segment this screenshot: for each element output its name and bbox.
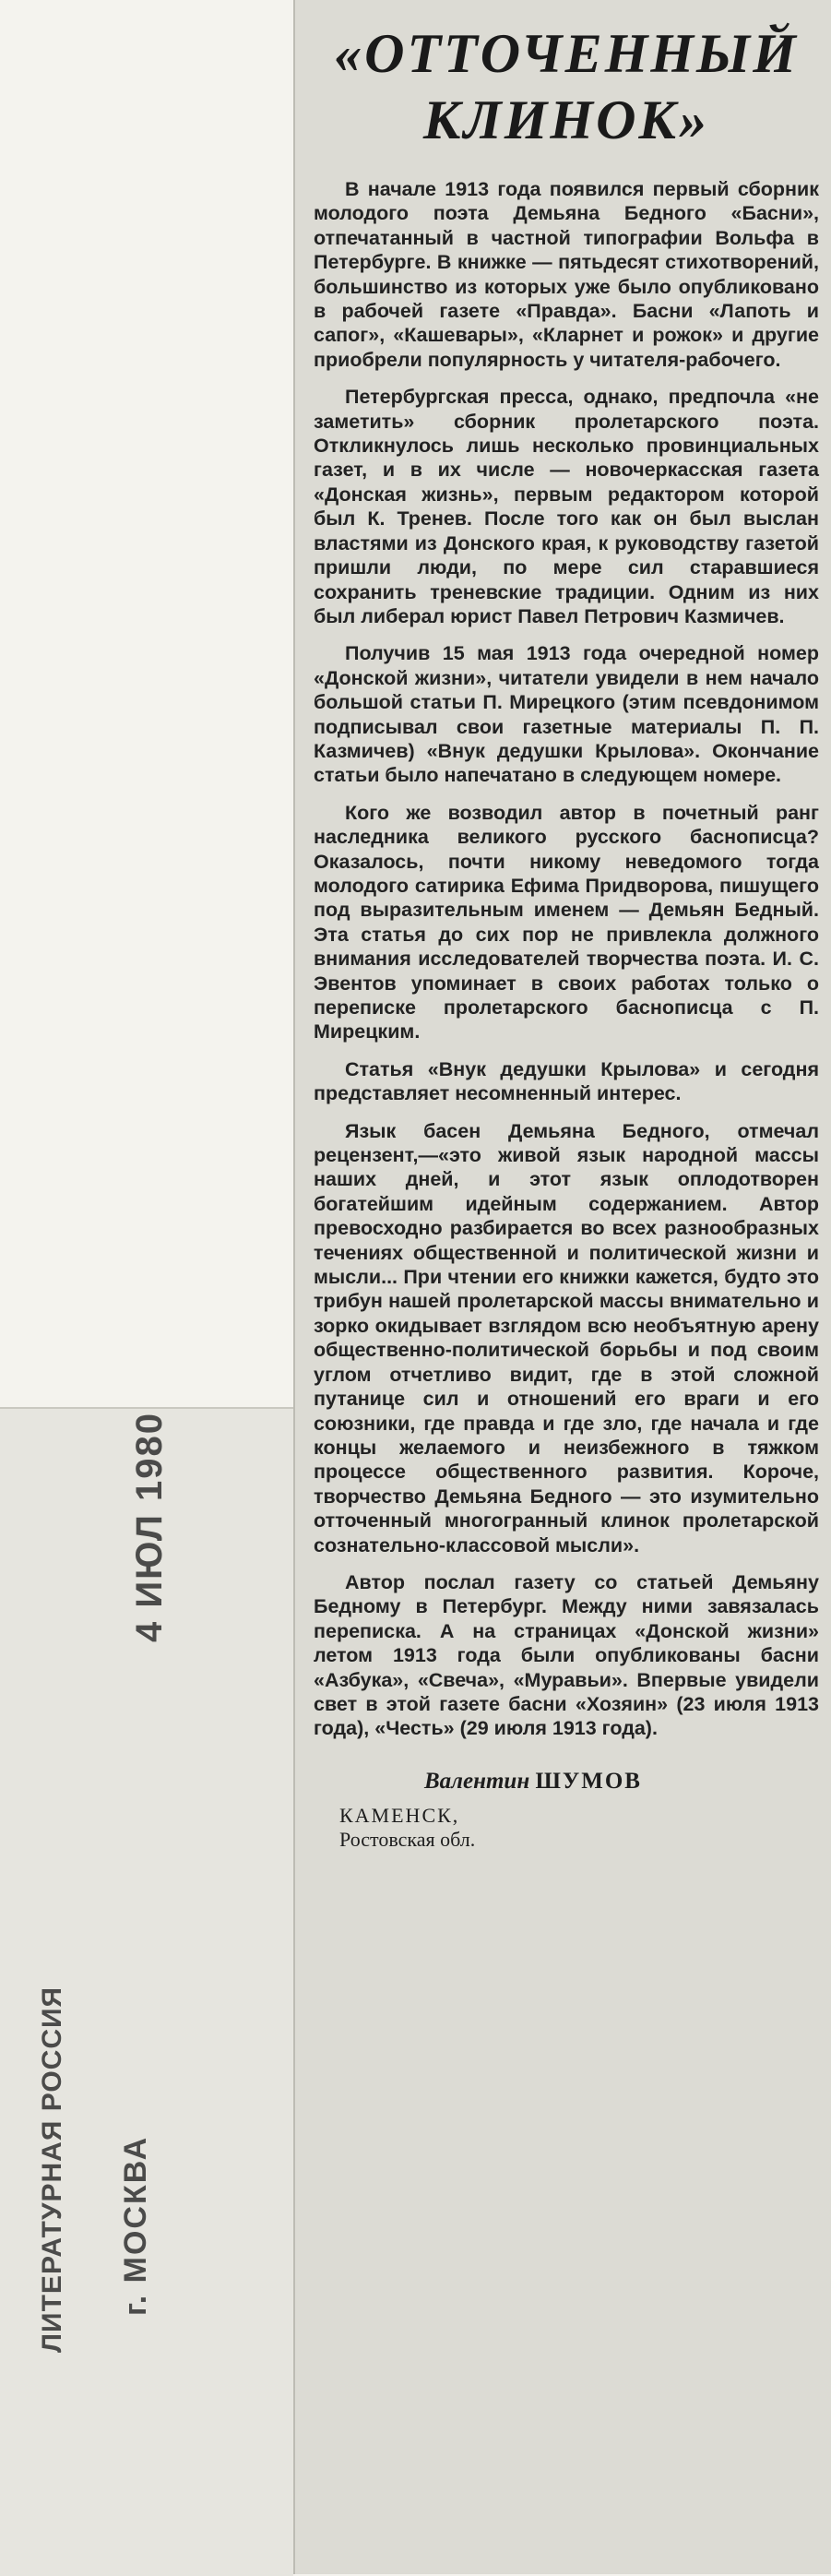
article: [314, 20, 819, 1852]
article-title: [314, 20, 819, 153]
paragraph: Кого же возводил автор в почетный ранг наследника великого русского баснописца? Оказалось, почти никому неведомого тогда молодого сатирика Ефима Придворова, пишущего под выразительным именем — Демьян Бедный. Эта статья до сих пор не привлекла должного внимания исследователей творчества поэта. И. С. Эвентов упоминает в своих работах только о переписке пролетарского баснописца с П. Мирецким.: [314, 801, 819, 1044]
title-line-2: КЛИНОК»: [422, 89, 710, 150]
article-body: [314, 177, 819, 1741]
stamp-city: г. МОСКВА: [118, 2135, 153, 2316]
paragraph: Петербургская пресса, однако, предпочла «не заметить» сборник пролетарского поэта. Откликнулось лишь несколько провинциальных газет, и в их числе — новочеркасская газета «Донская жизнь», первым редактором которой был К. Тренев. После того как он был выслан властями из Донского края, к руководству газетой пришли люди, по мере сил старавшиеся сохранить треневские традиции. Одним из них был либерал юрист Павел Петрович Казмичев.: [314, 386, 819, 627]
author-byline: [424, 1769, 819, 1795]
author-city: КАМЕНСК,: [339, 1803, 460, 1827]
paragraph: Получив 15 мая 1913 года очередной номер «Донской жизни», читатели увидели в нем начало большой статьи П. Мирецкого (этим псевдонимом подписывал свои газетные материалы П. П. Казмичев) «Внук дедушки Крылова». Окончание статьи было напечатано в следующем номере.: [314, 642, 819, 787]
paragraph: Язык басен Демьяна Бедного, отмечал рецензент,—«это живой язык народной массы наших дней, и этот язык оплодотворен богатейшим идейным содержанием. Автор превосходно разбирается во всех разнообразных течениях общественной и политической жизни и мысли... При чтении его книжки кажется, будто это трибун нашей пролетарской массы внимательно и зорко окидывает взглядом всю необъятную арену общественно-политической борьбы и под своим углом отчетливо видит, где в этой сложной путанице сил и отношений его враги и его союзники, где правда и где зло, где начала и где концы желаемого и неизбежного в тяжком процессе общественного развития. Короче, творчество Демьяна Бедного — это изумительно отточенный многогранный клинок пролетарской сознательно-классовой мысли».: [314, 1119, 819, 1556]
stamp-newspaper-name: ЛИТЕРАТУРНАЯ РОССИЯ: [37, 1986, 67, 2353]
author-first-name: Валентин: [424, 1768, 530, 1794]
author-surname: ШУМОВ: [535, 1768, 642, 1794]
paragraph: В начале 1913 года появился первый сборник молодого поэта Демьяна Бедного «Басни», отпечатанный в частной типографии Вольфа в Петербурге. В книжке — пятьдесят стихотворений, большинство из которых уже было опубликовано в рабочей газете «Правда». Басни «Лапоть и сапог», «Кашевары», «Кларнет и рожок» и другие приобрели популярность у читателя-рабочего.: [314, 178, 819, 371]
author-location: [339, 1804, 819, 1852]
paragraph: Автор послал газету со статьей Демьяну Бедному в Петербург. Между ними завязалась переписка. А на страницах «Донской жизни» летом 1913 года были опубликованы басни «Азбука», «Свеча», «Муравьи». Впервые увидели свет в этой газете басни «Хозяин» (23 июля 1913 года), «Честь» (29 июля 1913 года).: [314, 1570, 819, 1740]
paragraph: Статья «Внук дедушки Крылова» и сегодня представляет несомненный интерес.: [314, 1057, 819, 1105]
author-region: Ростовская обл.: [339, 1827, 476, 1851]
title-line-1: «ОТТОЧЕННЫЙ: [334, 23, 799, 84]
stamp-date: 4 ИЮЛ 1980: [129, 1412, 170, 1642]
